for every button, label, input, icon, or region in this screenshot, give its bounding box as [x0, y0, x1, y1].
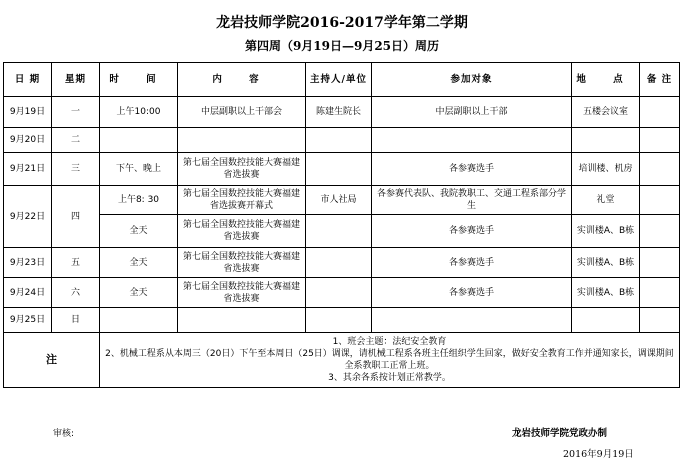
cell-participants: 中层副职以上干部 [372, 97, 572, 128]
cell-remark [640, 248, 680, 278]
cell-content: 第七届全国数控技能大赛福建省选拔赛 [178, 248, 306, 278]
note-line: 1、班会主题：法纪安全教育 [332, 337, 447, 347]
cell-remark [640, 153, 680, 186]
page-title: 龙岩技师学院2016-2017学年第二学期 [216, 15, 468, 31]
notes-row [4, 333, 680, 388]
cell-host [306, 153, 372, 186]
table-row [4, 97, 680, 128]
issue-date: 2016年9月19日 [563, 449, 634, 460]
notes-content [100, 333, 680, 388]
note-line: 3、其余各系按计划正常教学。 [328, 373, 451, 383]
cell-date: 9月23日 [4, 248, 52, 278]
cell-location: 实训楼A、B栋 [572, 215, 640, 248]
col-participants: 参加对象 [372, 63, 572, 97]
cell-date: 9月25日 [4, 308, 52, 333]
cell-date: 9月22日 [4, 186, 52, 248]
cell-location: 培训楼、机房 [572, 153, 640, 186]
col-date: 日 期 [4, 63, 52, 97]
page-subtitle: 第四周（9月19日—9月25日）周历 [244, 39, 440, 53]
cell-participants [372, 308, 572, 333]
cell-content [178, 128, 306, 153]
col-time: 时 间 [100, 63, 178, 97]
cell-date: 9月21日 [4, 153, 52, 186]
issuer-office: 龙岩技师学院党政办制 [512, 428, 608, 439]
cell-weekday: 四 [52, 186, 100, 248]
cell-date: 9月19日 [4, 97, 52, 128]
cell-remark [640, 278, 680, 308]
cell-host [306, 248, 372, 278]
cell-date: 9月24日 [4, 278, 52, 308]
cell-participants: 各参赛选手 [372, 278, 572, 308]
cell-host: 陈建生院长 [306, 97, 372, 128]
cell-time: 上午8: 30 [100, 186, 178, 215]
cell-host [306, 128, 372, 153]
cell-content: 第七届全国数控技能大赛福建省选拔赛开幕式 [178, 186, 306, 215]
cell-participants: 各参赛选手 [372, 215, 572, 248]
table-row [4, 278, 680, 308]
col-remark: 备 注 [640, 63, 680, 97]
cell-weekday: 三 [52, 153, 100, 186]
note-line: 2、机械工程系从本周三（20日）下午至本周日（25日）调课，请机械工程系各班主任组织学生回家，做好安全教育工作并通知家长，调课期间全系教职工正常上班。 [105, 349, 674, 371]
cell-participants [372, 128, 572, 153]
table-row [4, 308, 680, 333]
cell-remark [640, 186, 680, 215]
cell-remark [640, 308, 680, 333]
cell-weekday: 一 [52, 97, 100, 128]
cell-host [306, 308, 372, 333]
cell-remark [640, 215, 680, 248]
table-row [4, 248, 680, 278]
cell-remark [640, 97, 680, 128]
cell-time: 下午、晚上 [100, 153, 178, 186]
cell-participants: 各参赛代表队、我院教职工、交通工程系部分学生 [372, 186, 572, 215]
cell-location [572, 308, 640, 333]
cell-weekday: 六 [52, 278, 100, 308]
cell-remark [640, 128, 680, 153]
audit-label: 审核: [53, 429, 75, 439]
cell-participants: 各参赛选手 [372, 153, 572, 186]
cell-time: 全天 [100, 248, 178, 278]
cell-content: 第七届全国数控技能大赛福建省选拔赛 [178, 278, 306, 308]
cell-participants: 各参赛选手 [372, 248, 572, 278]
cell-host [306, 278, 372, 308]
cell-location [572, 128, 640, 153]
table-row [4, 153, 680, 186]
cell-weekday: 二 [52, 128, 100, 153]
cell-date: 9月20日 [4, 128, 52, 153]
table-row [4, 128, 680, 153]
cell-location: 实训楼A、B栋 [572, 278, 640, 308]
cell-weekday: 日 [52, 308, 100, 333]
col-content: 内 容 [178, 63, 306, 97]
col-host: 主持人/单位 [306, 63, 372, 97]
notes-label: 注 [4, 333, 100, 388]
cell-time: 全天 [100, 215, 178, 248]
cell-host: 市人社局 [306, 186, 372, 215]
cell-content: 中层副职以上干部会 [178, 97, 306, 128]
cell-time: 全天 [100, 278, 178, 308]
table-row [4, 215, 680, 248]
cell-time [100, 308, 178, 333]
schedule-table [3, 62, 680, 388]
cell-location: 实训楼A、B栋 [572, 248, 640, 278]
cell-content [178, 308, 306, 333]
cell-weekday: 五 [52, 248, 100, 278]
cell-host [306, 215, 372, 248]
cell-location: 五楼会议室 [572, 97, 640, 128]
cell-location: 礼堂 [572, 186, 640, 215]
cell-content: 第七届全国数控技能大赛福建省选拔赛 [178, 153, 306, 186]
cell-time: 上午10:00 [100, 97, 178, 128]
header-row [4, 63, 680, 97]
col-weekday: 星期 [52, 63, 100, 97]
cell-content: 第七届全国数控技能大赛福建省选拔赛 [178, 215, 306, 248]
col-location: 地 点 [572, 63, 640, 97]
table-row [4, 186, 680, 215]
cell-time [100, 128, 178, 153]
